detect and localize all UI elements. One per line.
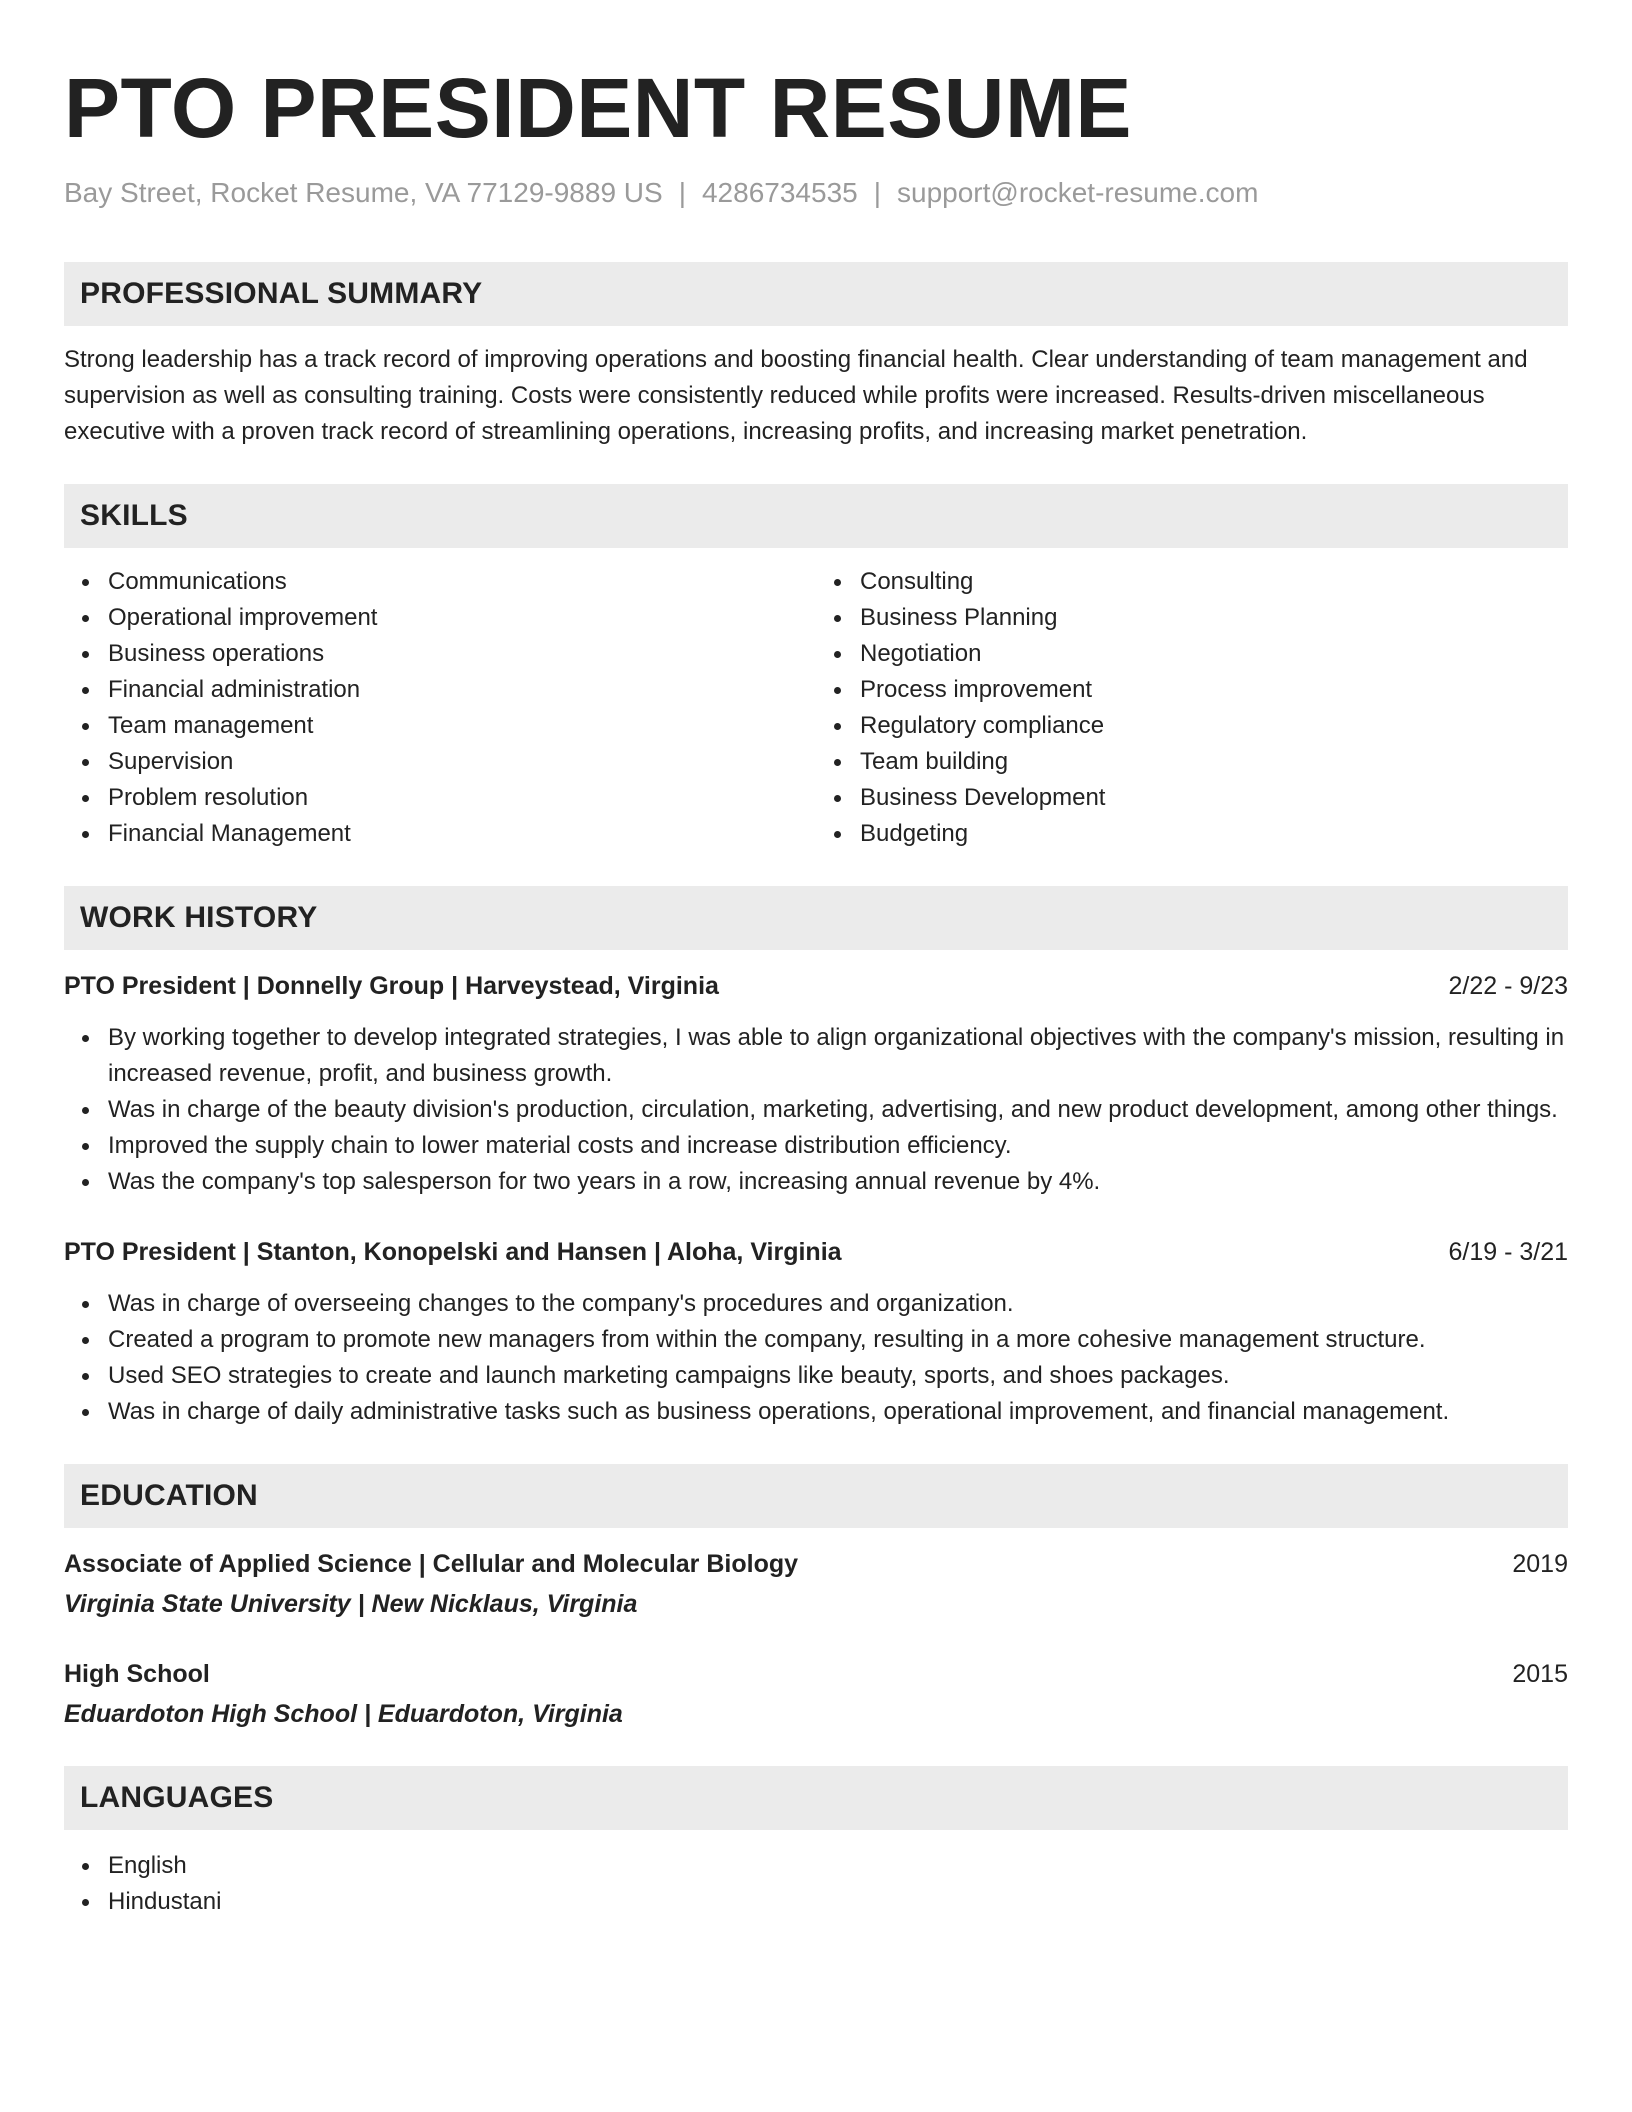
education-school: Virginia State University | New Nicklaus, Virginia: [64, 1590, 638, 1618]
education-degree: Associate of Applied Science | Cellular and Molecular Biology: [64, 1550, 799, 1578]
summary-text: Strong leadership has a track record of improving operations and boosting financial health. Clear understanding of team management and supervision as well as consulting training. Costs were consistently reduced while profits were increased. Results-driven miscellaneous executive with a proven track record of streamlining operations, increasing profits, and increasing market penetration.: [64, 346, 1528, 445]
job-bullet: Was the company's top salesperson for two years in a row, increasing annual revenue by 4%.: [108, 1164, 1568, 1200]
job-title: PTO President | Donnelly Group | Harveystead, Virginia: [64, 972, 719, 1000]
job-entry: [64, 1234, 1568, 1430]
education-entry: [64, 1656, 1568, 1732]
job-header: [64, 1234, 1568, 1270]
skill-item: Financial administration: [108, 672, 816, 708]
job-bullet: Used SEO strategies to create and launch marketing campaigns like beauty, sports, and shoes packages.: [108, 1358, 1568, 1394]
language-item: English: [108, 1848, 1568, 1884]
education-school: Eduardoton High School | Eduardoton, Virginia: [64, 1700, 623, 1728]
skill-item: Consulting: [860, 564, 1568, 600]
section-heading-work: WORK HISTORY: [64, 886, 1568, 950]
contact-separator: |: [678, 177, 686, 208]
skill-item: Negotiation: [860, 636, 1568, 672]
skill-item: Business operations: [108, 636, 816, 672]
skill-item: Operational improvement: [108, 600, 816, 636]
skill-item: Business Planning: [860, 600, 1568, 636]
contact-separator: |: [873, 177, 881, 208]
education-year: 2019: [1512, 1550, 1568, 1578]
education-entry: [64, 1546, 1568, 1622]
job-bullet: Was in charge of daily administrative tasks such as business operations, operational improvement, and financial management.: [108, 1394, 1568, 1430]
section-heading-languages: LANGUAGES: [64, 1766, 1568, 1830]
job-bullet: Created a program to promote new managers from within the company, resulting in a more cohesive management structure.: [108, 1322, 1568, 1358]
skill-item: Process improvement: [860, 672, 1568, 708]
job-bullet: Was in charge of the beauty division's production, circulation, marketing, advertising, and new product development, among other things.: [108, 1092, 1568, 1128]
skill-item: Financial Management: [108, 816, 816, 852]
skill-item: Regulatory compliance: [860, 708, 1568, 744]
skill-item: Supervision: [108, 744, 816, 780]
languages-list: [64, 1848, 1568, 1920]
job-header: [64, 968, 1568, 1004]
education-degree: High School: [64, 1660, 210, 1688]
language-item: Hindustani: [108, 1884, 1568, 1920]
skill-item: Communications: [108, 564, 816, 600]
skill-item: Team management: [108, 708, 816, 744]
contact-phone: 4286734535: [701, 177, 858, 208]
job-bullets: [64, 1020, 1568, 1200]
job-entry: [64, 968, 1568, 1200]
education-year: 2015: [1512, 1660, 1568, 1688]
job-bullet: By working together to develop integrated strategies, I was able to align organizational objectives with the company's mission, resulting in increased revenue, profit, and business growth.: [108, 1020, 1568, 1092]
resume-title: PTO PRESIDENT RESUME: [64, 61, 1132, 155]
section-heading-education: EDUCATION: [64, 1464, 1568, 1528]
contact-email[interactable]: support@rocket-resume.com: [897, 177, 1259, 208]
education-header: [64, 1546, 1568, 1582]
job-dates: 6/19 - 3/21: [1448, 1238, 1568, 1266]
section-heading-summary: PROFESSIONAL SUMMARY: [64, 262, 1568, 326]
section-heading-skills: SKILLS: [64, 484, 1568, 548]
education-header: [64, 1656, 1568, 1692]
skill-item: Budgeting: [860, 816, 1568, 852]
skill-item: Team building: [860, 744, 1568, 780]
job-title: PTO President | Stanton, Konopelski and Hansen | Aloha, Virginia: [64, 1238, 842, 1266]
skill-item: Business Development: [860, 780, 1568, 816]
job-dates: 2/22 - 9/23: [1448, 972, 1568, 1000]
contact-line: [64, 176, 1568, 210]
contact-address: Bay Street, Rocket Resume, VA 77129-9889 US: [64, 177, 663, 208]
skills-column-left: [64, 564, 816, 852]
job-bullets: [64, 1286, 1568, 1430]
job-bullet: Was in charge of overseeing changes to the company's procedures and organization.: [108, 1286, 1568, 1322]
skill-item: Problem resolution: [108, 780, 816, 816]
skills-list: [64, 564, 1568, 852]
job-bullet: Improved the supply chain to lower material costs and increase distribution efficiency.: [108, 1128, 1568, 1164]
skills-column-right: [816, 564, 1568, 852]
